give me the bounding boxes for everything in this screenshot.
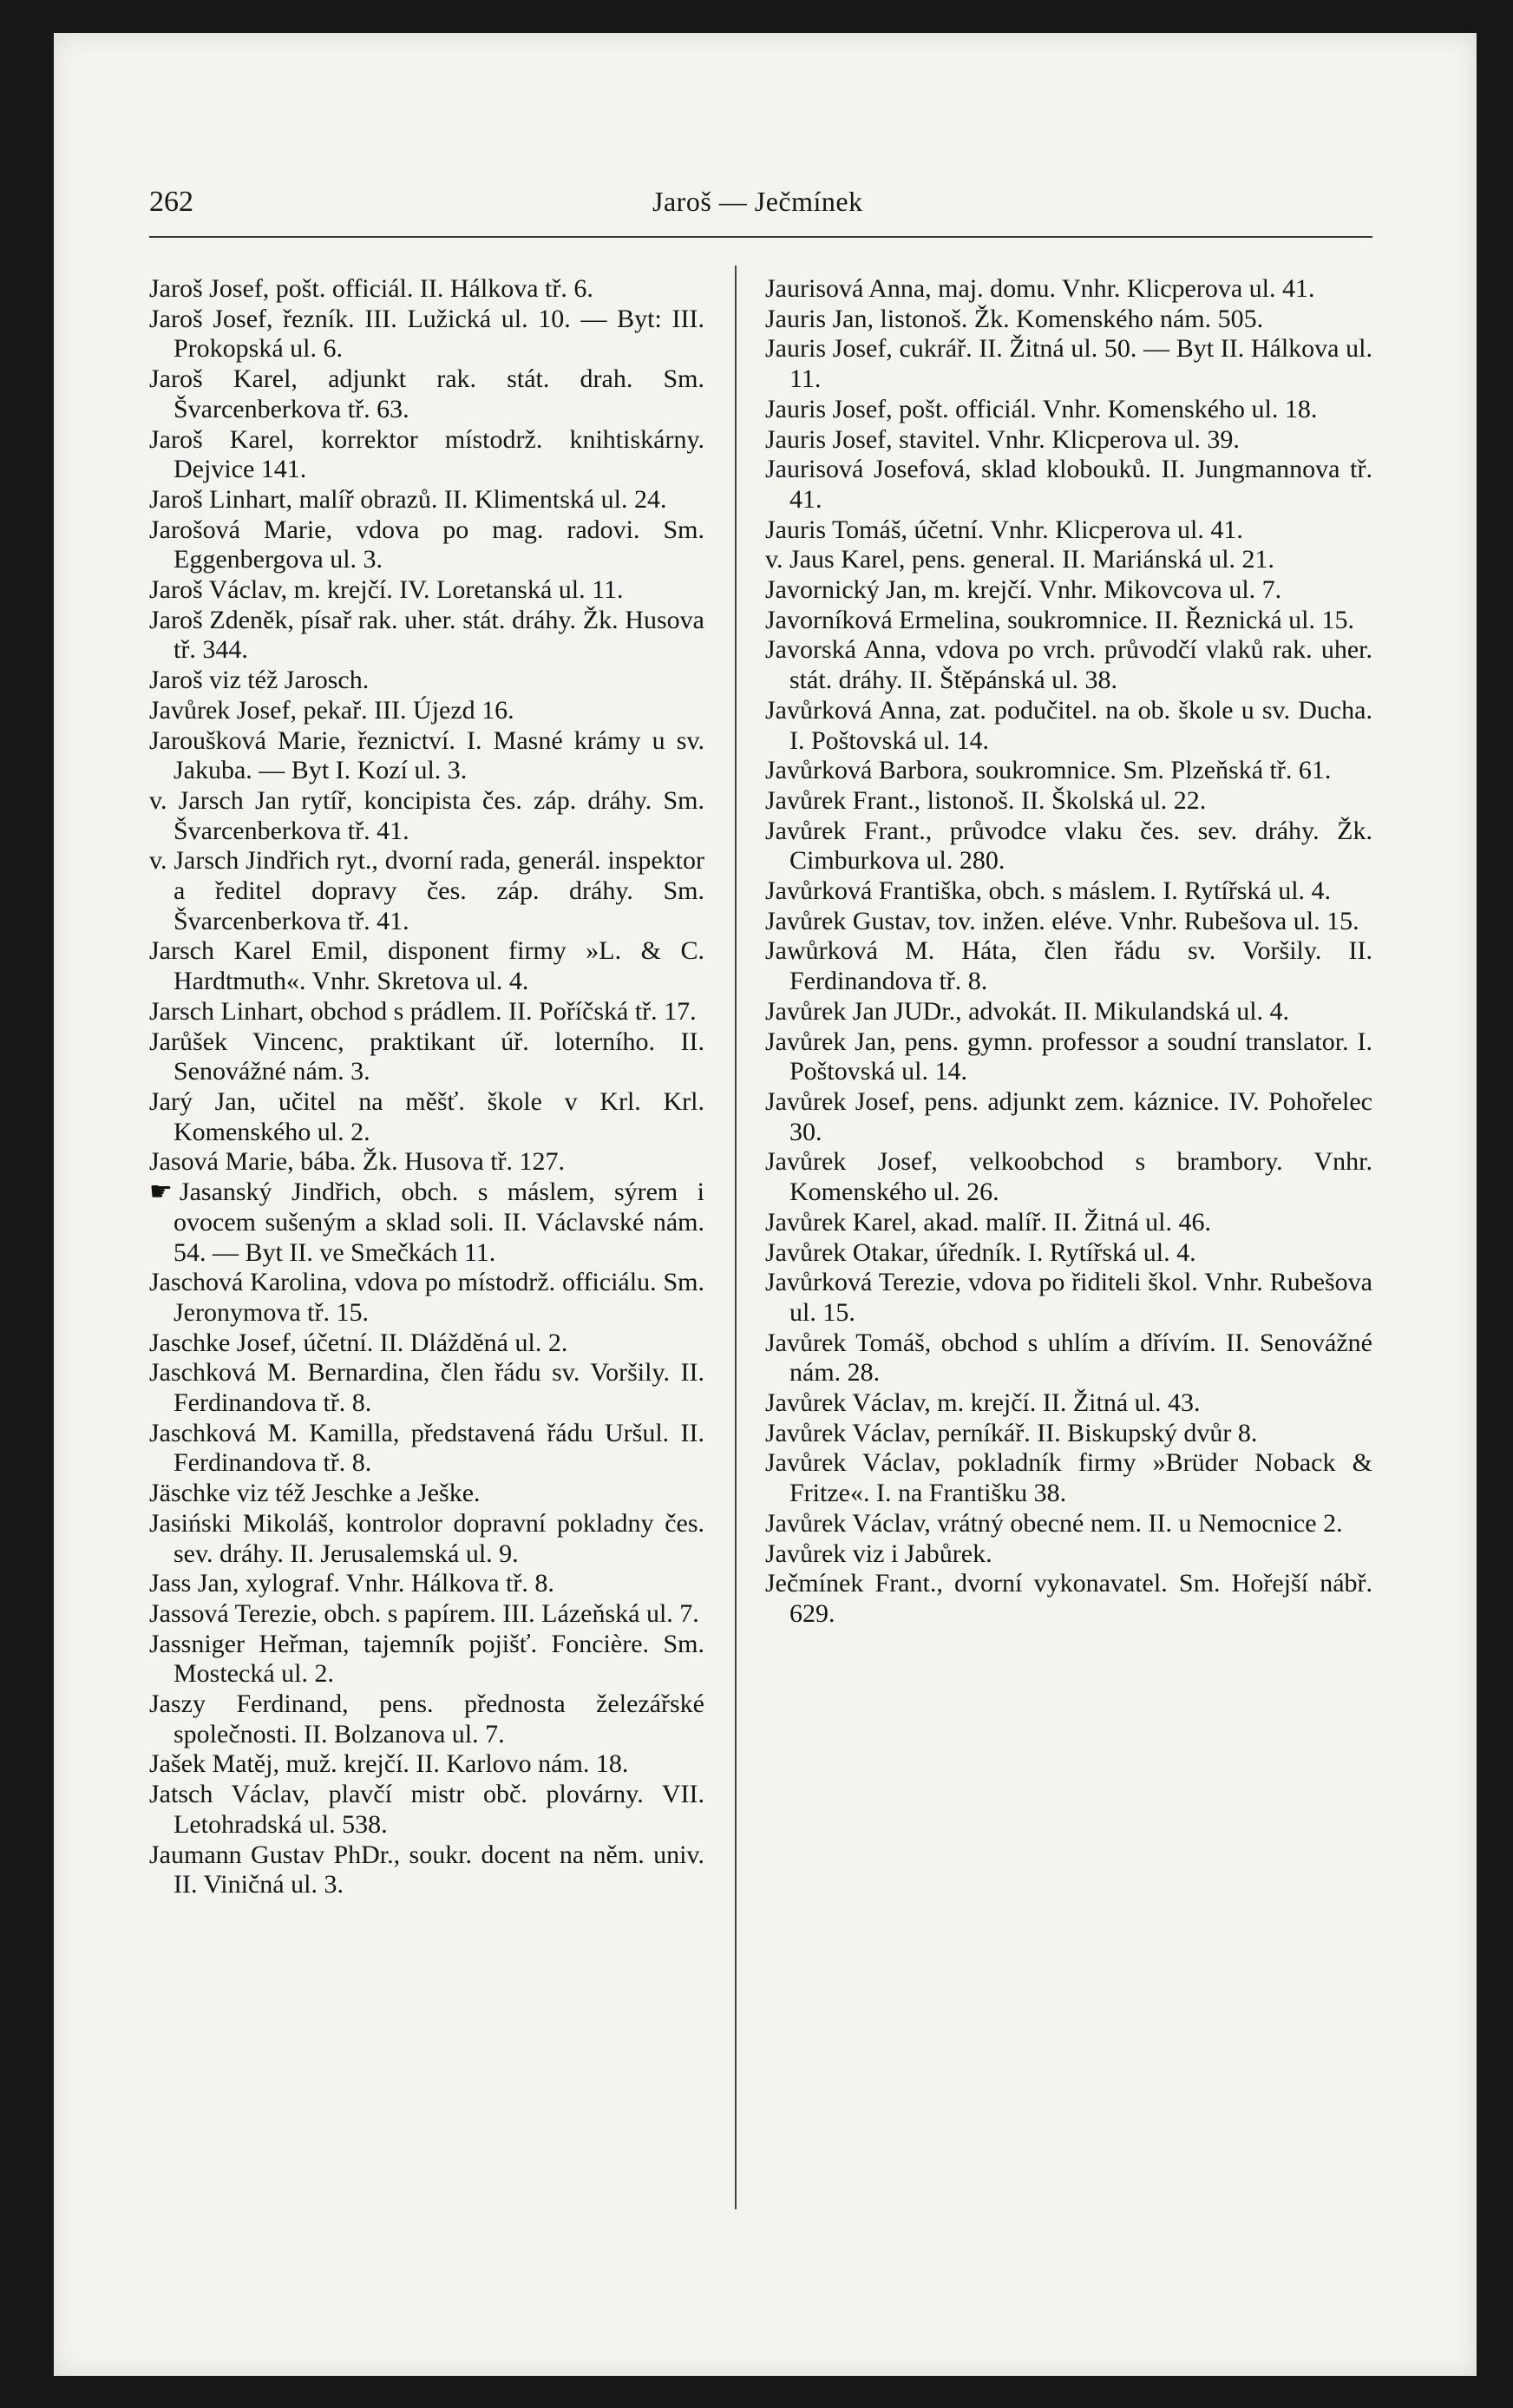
directory-entry: Jaschková M. Bernardina, člen řádu sv. Voršily. II. Ferdinandova tř. 8. — [149, 1358, 704, 1418]
directory-entry: Javůrková Františka, obch. s máslem. I. Rytířská ul. 4. — [765, 876, 1332, 906]
directory-entry: Javůrek Václav, m. krejčí. II. Žitná ul. 43. — [765, 1388, 1201, 1418]
directory-entry: Javůrek Gustav, tov. inžen. eléve. Vnhr. Rubešova ul. 15. — [765, 906, 1359, 935]
running-head: Jaroš — Ječmínek — [652, 186, 863, 217]
pointing-hand-icon: ☛ — [149, 1178, 173, 1207]
directory-entry: Javůrek Otakar, úředník. I. Rytířská ul. 4. — [765, 1237, 1196, 1267]
directory-entry: Jaroš Josef, pošt. officiál. II. Hálkova tř. 6. — [149, 274, 593, 303]
directory-entry: Javůrek Jan, pens. gymn. professor a soudní translator. I. Poštovská ul. 14. — [765, 1027, 1372, 1086]
directory-entry: Jarůšek Vincenc, praktikant úř. loterního. II. Senovážné nám. 3. — [149, 1027, 704, 1086]
directory-entry: Javorská Anna, vdova po vrch. průvodčí vlaků rak. uher. stát. dráhy. II. Štěpánská ul. 38. — [765, 635, 1372, 695]
directory-entry: Jašek Matěj, muž. krejčí. II. Karlovo nám. 18. — [149, 1749, 629, 1779]
directory-entry: Jaschková M. Kamilla, představená řádu Uršul. II. Ferdinandova tř. 8. — [149, 1418, 704, 1478]
document-page — [54, 33, 1477, 2376]
directory-entry: Javůrek Jan JUDr., advokát. II. Mikulandská ul. 4. — [765, 996, 1290, 1026]
directory-entry: Javůrek Václav, pokladník firmy »Brüder Noback & Fritze«. I. na Františku 38. — [765, 1448, 1372, 1508]
directory-entry-text: Jasanský Jindřich, obch. s máslem, sýrem i ovocem sušeným a sklad soli. II. Václavské nám. 54. — Byt II. ve Smečkách 11. — [174, 1178, 704, 1267]
directory-entry: v. Jarsch Jan rytíř, koncipista čes. záp. dráhy. Sm. Švarcenberkova tř. 41. — [149, 785, 704, 845]
header-rule — [149, 236, 1372, 238]
directory-entry: Jatsch Václav, plavčí mistr obč. plovárny. VII. Letohradská ul. 538. — [149, 1780, 704, 1839]
directory-entry: Jauris Josef, pošt. officiál. Vnhr. Komenského ul. 18. — [765, 394, 1318, 423]
directory-entry: Jaroš Josef, řezník. III. Lužická ul. 10. — Byt: III. Prokopská ul. 6. — [149, 304, 704, 364]
directory-entry: Javůrek Karel, akad. malíř. II. Žitná ul. 46. — [765, 1207, 1211, 1237]
directory-entry: Jarošová Marie, vdova po mag. radovi. Sm. Eggenbergova ul. 3. — [149, 515, 704, 574]
directory-entry: Jawůrková M. Háta, člen řádu sv. Voršily. II. Ferdinandova tř. 8. — [765, 936, 1372, 996]
directory-entry: Jaschke Josef, účetní. II. Dlážděná ul. 2. — [149, 1328, 568, 1357]
directory-entry: Jaroš Karel, korrektor místodrž. knihtiskárny. Dejvice 141. — [149, 424, 704, 484]
directory-entry: Jarsch Linhart, obchod s prádlem. II. Poříčská tř. 17. — [149, 996, 697, 1026]
directory-entry: Jaschová Karolina, vdova po místodrž. officiálu. Sm. Jeronymova tř. 15. — [149, 1268, 704, 1327]
directory-entry: Javůrek Václav, perníkář. II. Biskupský dvůr 8. — [765, 1418, 1258, 1447]
directory-entry: Javornický Jan, m. krejčí. Vnhr. Mikovcova ul. 7. — [765, 575, 1282, 605]
directory-entry: Jaroš Karel, adjunkt rak. stát. drah. Sm. Švarcenberkova tř. 63. — [149, 364, 704, 423]
directory-entry: Jaurisová Anna, maj. domu. Vnhr. Klicperova ul. 41. — [765, 274, 1315, 303]
directory-entry: Javůrek viz i Jabůrek. — [765, 1539, 992, 1568]
directory-entry: Jaroš Václav, m. krejčí. IV. Loretanská ul. 11. — [149, 575, 624, 605]
directory-entry: Javůrková Terezie, vdova po řiditeli škol. Vnhr. Rubešova ul. 15. — [765, 1268, 1372, 1327]
directory-entry: Jauris Josef, cukrář. II. Žitná ul. 50. — Byt II. Hálkova ul. 11. — [765, 334, 1372, 394]
directory-entry: Jassová Terezie, obch. s papírem. III. Lázeňská ul. 7. — [149, 1598, 699, 1628]
directory-entry: Javůrek Václav, vrátný obecné nem. II. u Nemocnice 2. — [765, 1508, 1343, 1538]
directory-entry: Jauris Jan, listonoš. Žk. Komenského nám. 505. — [765, 304, 1264, 333]
directory-entry: Jaroš Linhart, malíř obrazů. II. Klimentská ul. 24. — [149, 484, 667, 514]
directory-entry: Javůrková Barbora, soukromnice. Sm. Plzeňská tř. 61. — [765, 756, 1332, 785]
directory-entry: Jaszy Ferdinand, pens. přednosta železářské společnosti. II. Bolzanova ul. 7. — [149, 1690, 704, 1749]
directory-entry: Javůrek Frant., listonoš. II. Školská ul. 22. — [765, 785, 1207, 815]
directory-entry: Jarý Jan, učitel na měšť. škole v Krl. Krl. Komenského ul. 2. — [149, 1086, 704, 1146]
directory-entry: Jarsch Karel Emil, disponent firmy »L. & C. Hardtmuth«. Vnhr. Skretova ul. 4. — [149, 936, 704, 996]
directory-entry: v. Jarsch Jindřich ryt., dvorní rada, generál. inspektor a ředitel dopravy čes. záp. dráhy. Sm. Švarcenberkova tř. 41. — [149, 846, 704, 935]
directory-entry: v. Jaus Karel, pens. general. II. Mariánská ul. 21. — [765, 545, 1275, 574]
directory-entry: Jaumann Gustav PhDr., soukr. docent na něm. univ. II. Viničná ul. 3. — [149, 1840, 704, 1899]
directory-entry: Jauris Tomáš, účetní. Vnhr. Klicperova ul. 41. — [765, 515, 1243, 544]
directory-entry: Javůrek Tomáš, obchod s uhlím a dřívím. II. Senovážné nám. 28. — [765, 1328, 1372, 1388]
directory-entry: Jasová Marie, bába. Žk. Husova tř. 127. — [149, 1147, 566, 1177]
directory-entry: Javůrek Frant., průvodce vlaku čes. sev. dráhy. Žk. Cimburkova ul. 280. — [765, 816, 1372, 876]
directory-entry: Javůrek Josef, pekař. III. Újezd 16. — [149, 695, 514, 725]
directory-entry: Jaroušková Marie, řeznictví. I. Masné krámy u sv. Jakuba. — Byt I. Kozí ul. 3. — [149, 725, 704, 785]
directory-entry: Javorníková Ermelina, soukromnice. II. Řeznická ul. 15. — [765, 605, 1354, 634]
column-divider — [735, 266, 737, 2209]
directory-entry: Ječmínek Frant., dvorní vykonavatel. Sm. Hořejší nábř. 629. — [765, 1569, 1372, 1628]
directory-entry: Javůrek Josef, velkoobchod s brambory. Vnhr. Komenského ul. 26. — [765, 1147, 1372, 1207]
directory-entry: Jaroš viz též Jarosch. — [149, 666, 370, 695]
directory-entry: Jaurisová Josefová, sklad klobouků. II. Jungmannova tř. 41. — [765, 455, 1372, 514]
directory-entry: Jäschke viz též Jeschke a Ješke. — [149, 1479, 481, 1508]
directory-entry: Jass Jan, xylograf. Vnhr. Hálkova tř. 8. — [149, 1569, 554, 1598]
page-number: 262 — [149, 186, 193, 218]
right-column — [765, 274, 1372, 1630]
left-column — [149, 274, 704, 1900]
directory-entry: Jaroš Zdeněk, písař rak. uher. stát. dráhy. Žk. Husova tř. 344. — [149, 605, 704, 665]
directory-entry: Javůrek Josef, pens. adjunkt zem. káznice. IV. Pohořelec 30. — [765, 1086, 1372, 1146]
page-header — [149, 177, 1372, 229]
directory-entry: Jasiński Mikoláš, kontrolor dopravní pokladny čes. sev. dráhy. II. Jerusalemská ul. 9. — [149, 1508, 704, 1568]
directory-entry: Jassniger Heřman, tajemník pojišť. Foncière. Sm. Mostecká ul. 2. — [149, 1629, 704, 1689]
directory-entry: Javůrková Anna, zat. podučitel. na ob. škole u sv. Ducha. I. Poštovská ul. 14. — [765, 695, 1372, 755]
directory-entry-featured — [149, 1178, 704, 1268]
directory-entry: Jauris Josef, stavitel. Vnhr. Klicperova ul. 39. — [765, 424, 1240, 454]
